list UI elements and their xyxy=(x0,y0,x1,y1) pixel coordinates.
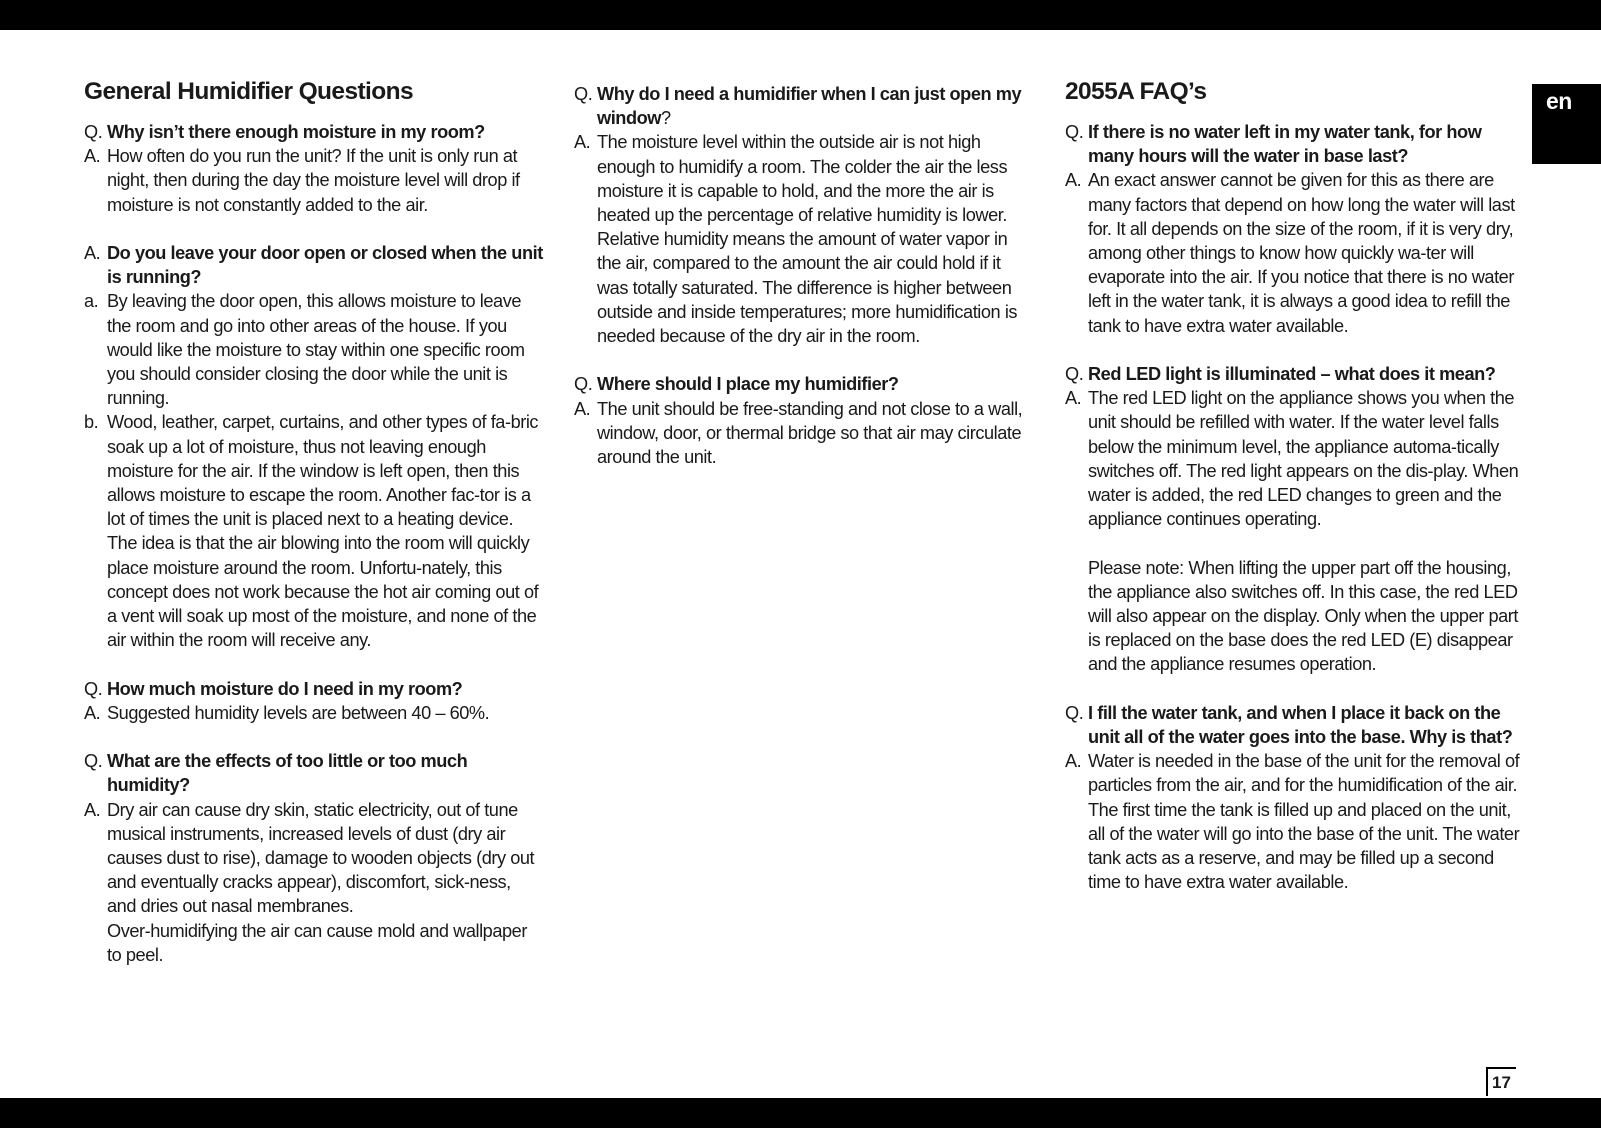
answer-water-base: A. An exact answer cannot be given for this as there are many factors that depend on how long the water will last for. It all depends on the size of the room, if it is very dry, among other things to know how quickly wa-ter will evaporate into the air. If you notice that there is no water left in the water tank, it is always a good idea to refill the tank to have extra water available. xyxy=(1065,170,1515,336)
column-more-questions xyxy=(574,76,1029,469)
section-title-2055a: 2055A FAQ’s xyxy=(1065,78,1207,105)
question-red-led: Q. Red LED light is illuminated – what does it mean? xyxy=(1065,364,1496,385)
language-tab: en xyxy=(1532,84,1601,164)
answer-red-led: A. The red LED light on the appliance shows you when the unit should be refilled with water. If the water level falls below the minimum level, the appliance automa-tically switches off. The red light appears on the dis-play. When water is added, the red LED changes to green and the appliance continues operating. xyxy=(1065,388,1519,530)
question-water-base: Q. If there is no water left in my water tank, for how many hours will the water in base last? xyxy=(1065,122,1482,167)
question-moisture: Q. Why isn’t there enough moisture in my room? xyxy=(84,122,485,142)
question-effects: Q. What are the effects of too little or too much humidity? xyxy=(84,751,468,796)
question-door: A. Do you leave your door open or closed when the unit is running? xyxy=(84,243,543,288)
answer-how-much: A. Suggested humidity levels are between 40 – 60%. xyxy=(84,702,490,723)
red-led-note: Please note: When lifting the upper part off the housing, the appliance also switches off. In this case, the red LED will also appear on the display. Only when the upper part is replaced on the base does the red LED (E) disappear and the appliance resumes operation. xyxy=(1088,557,1518,675)
question-fill-tank: Q. I fill the water tank, and when I place it back on the unit all of the water goes into the base. Why is that? xyxy=(1065,702,1513,748)
question-placement: Q. Where should I place my humidifier? xyxy=(574,374,899,395)
page-number: 17 xyxy=(1486,1067,1516,1096)
question-how-much: Q. How much moisture do I need in my room? xyxy=(84,678,463,699)
column-2055a-faqs xyxy=(1065,76,1530,894)
column-general-questions xyxy=(84,76,544,967)
answer-window: A. The moisture level within the outside air is not high enough to humidify a room. The colder the air the less moisture it is capable to hold, and the more the air is heated up the percentage of relative humidity is lower. Relative humidity means the amount of water vapor in the air, compared to the amount the air could hold if it was totally saturated. The difference is higher between outside and inside temperatures; more humidification is needed because of the dry air in the room. xyxy=(574,132,1018,347)
answer-moisture: A. How often do you run the unit? If the unit is only run at night, then during the day the moisture level will drop if moisture is not constantly added to the air. xyxy=(84,146,520,215)
answer-door-b: b. Wood, leather, carpet, curtains, and other types of fa-bric soak up a lot of moisture, thus not leaving enough moisture for the air. If the window is left open, then this allows moisture to escape the room. Another fac-tor is a lot of times the unit is placed next to a heating device. The idea is that the air blowing into the room will quickly place moisture around the room. Unfortu-nately, this concept does not work because the hot air coming out of a vent will soak up most of the moisture, and none of the air within the room will receive any. xyxy=(84,412,539,651)
answer-placement: A. The unit should be free-standing and not close to a wall, window, door, or thermal bridge so that air may circulate around the unit. xyxy=(574,398,1023,468)
answer-fill-tank: A. Water is needed in the base of the unit for the removal of particles from the air, and for the humidification of the air. The first time the tank is filled up and placed on the unit, all of the water will go into the base of the unit. The water tank acts as a reserve, and may be filled up a second time to have extra water available. xyxy=(1065,751,1520,893)
answer-effects-note: Over-humidifying the air can cause mold and wallpaper to peel. xyxy=(107,920,527,965)
bottom-black-bar xyxy=(0,1098,1601,1128)
question-window: Q. Why do I need a humidifier when I can just open my window? xyxy=(574,84,1022,129)
section-title-general: General Humidifier Questions xyxy=(84,78,413,105)
answer-door-a: a. By leaving the door open, this allows moisture to leave the room and go into other areas of the house. If you would like the moisture to stay within one specific room you should consider closing the door while the unit is running. xyxy=(84,291,525,409)
answer-effects: A. Dry air can cause dry skin, static electricity, out of tune musical instruments, increased levels of dust (dry air causes dust to rise), damage to wooden objects (dry out and eventually cracks appear), discomfort, sick-ness, and dries out nasal membranes. xyxy=(84,799,535,917)
top-black-bar xyxy=(0,0,1601,30)
